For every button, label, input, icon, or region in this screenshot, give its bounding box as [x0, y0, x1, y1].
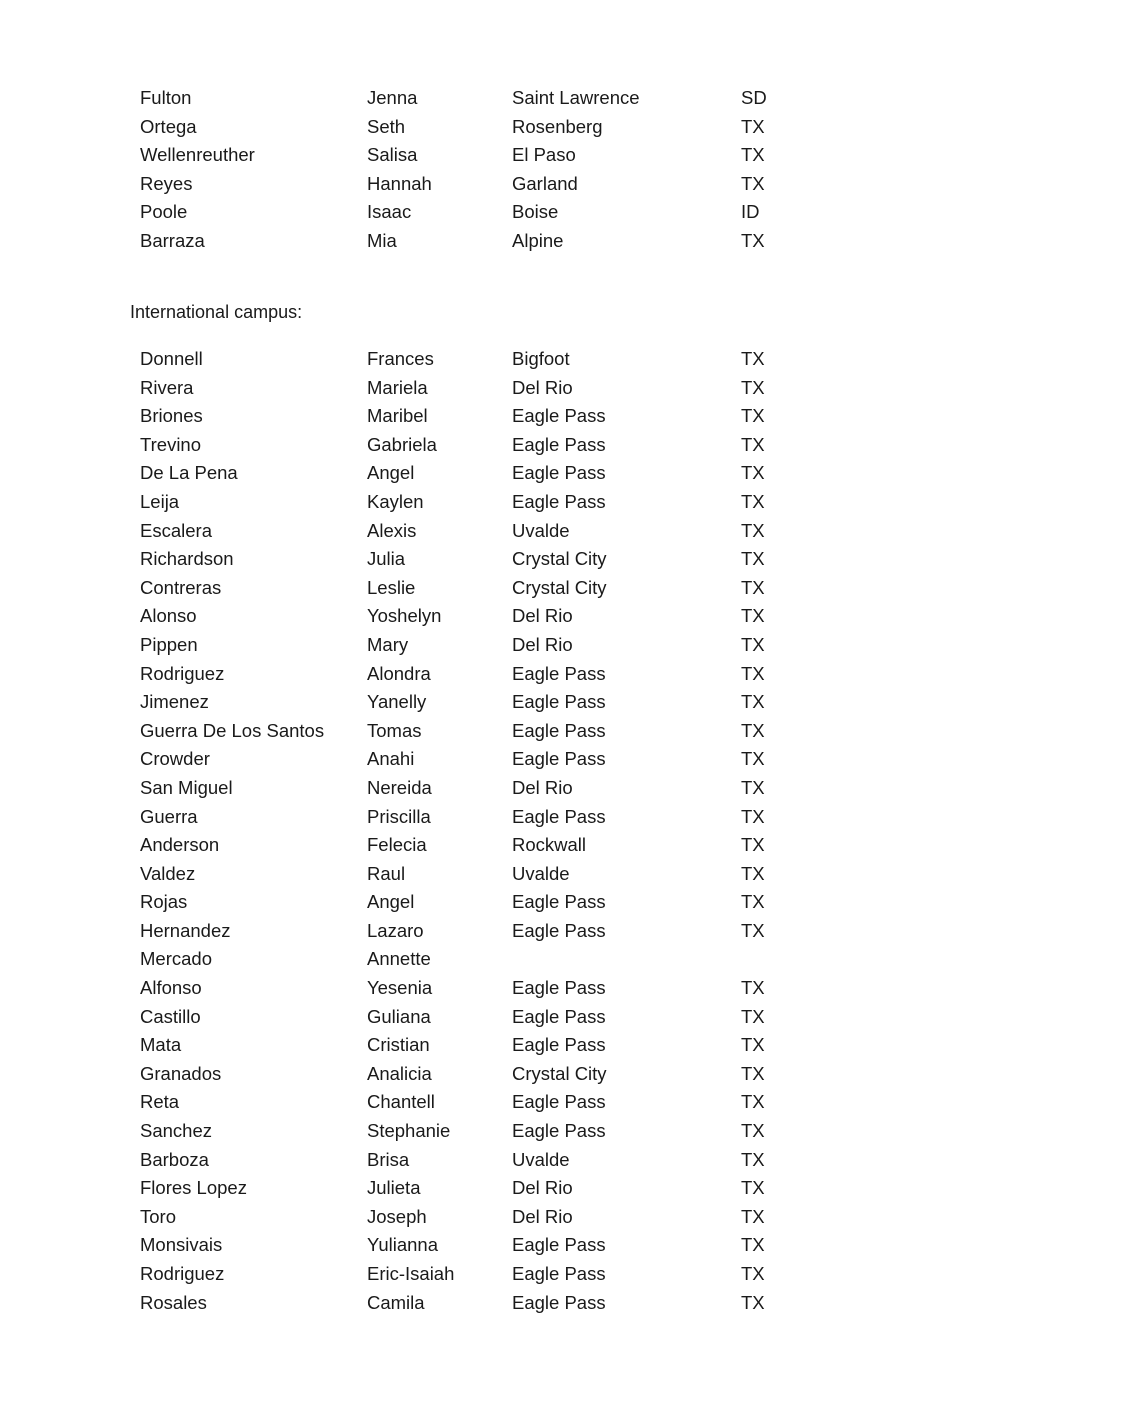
first-name-cell: Gabriela	[367, 433, 437, 455]
city-cell: Eagle Pass	[512, 405, 606, 427]
table-row	[140, 1260, 840, 1289]
first-name-cell: Brisa	[367, 1148, 410, 1170]
state-cell: TX	[741, 1062, 765, 1084]
first-name-cell: Yulianna	[367, 1234, 438, 1256]
last-name-cell: Monsivais	[140, 1234, 223, 1256]
last-name-cell: Donnell	[140, 348, 203, 369]
first-name-cell: Stephanie	[367, 1120, 451, 1142]
state-cell: TX	[741, 862, 765, 884]
state-cell: TX	[741, 115, 765, 137]
first-name-cell: Maribel	[367, 405, 428, 427]
last-name-cell: Barraza	[140, 229, 205, 251]
table-row	[140, 141, 840, 170]
state-cell: TX	[741, 144, 765, 166]
first-name-cell: Nereida	[367, 776, 432, 798]
state-cell: TX	[741, 1263, 765, 1284]
first-name-cell: Mia	[367, 229, 397, 251]
last-name-cell: Reta	[140, 1091, 180, 1113]
last-name-cell: San Miguel	[140, 776, 233, 798]
last-name-cell: Toro	[140, 1205, 176, 1227]
last-name-cell: Rodriguez	[140, 1263, 225, 1284]
state-cell: TX	[741, 462, 765, 484]
first-name-cell: Camila	[367, 1291, 425, 1313]
first-name-cell: Julia	[367, 548, 406, 570]
last-name-cell: Guerra	[140, 805, 198, 827]
first-name-cell: Julieta	[367, 1177, 421, 1199]
city-cell: Del Rio	[512, 776, 573, 798]
last-name-cell: De La Pena	[140, 462, 238, 484]
state-cell: TX	[741, 229, 765, 251]
city-cell: Uvalde	[512, 519, 570, 541]
city-cell: Eagle Pass	[512, 1234, 606, 1256]
city-cell: Del Rio	[512, 1177, 573, 1199]
state-cell: TX	[741, 748, 765, 770]
first-name-cell: Chantell	[367, 1091, 435, 1113]
table-row	[140, 1174, 840, 1203]
table-row	[140, 517, 840, 546]
last-name-cell: Richardson	[140, 548, 234, 570]
state-cell: TX	[741, 891, 765, 913]
first-name-cell: Mary	[367, 633, 409, 655]
first-name-cell: Angel	[367, 462, 415, 484]
state-cell: TX	[741, 719, 765, 741]
first-name-cell: Guliana	[367, 1005, 431, 1027]
last-name-cell: Anderson	[140, 834, 220, 856]
city-cell: Eagle Pass	[512, 1005, 606, 1027]
first-name-cell: Cristian	[367, 1034, 430, 1056]
first-name-cell: Jenna	[367, 87, 418, 108]
city-cell: Eagle Pass	[512, 1091, 606, 1113]
last-name-cell: Ortega	[140, 115, 197, 137]
first-name-cell: Anahi	[367, 748, 415, 770]
last-name-cell: Castillo	[140, 1005, 201, 1027]
table-row	[140, 113, 840, 142]
table-row	[140, 745, 840, 774]
table-row	[140, 1031, 840, 1060]
first-name-cell: Tomas	[367, 719, 422, 741]
table-row	[140, 774, 840, 803]
last-name-cell: Fulton	[140, 87, 192, 108]
city-cell: Del Rio	[512, 1205, 573, 1227]
table-row	[140, 888, 840, 917]
first-name-cell: Frances	[367, 348, 434, 369]
first-name-cell: Joseph	[367, 1205, 427, 1227]
first-name-cell: Eric-Isaiah	[367, 1263, 455, 1284]
state-cell: TX	[741, 490, 765, 512]
state-cell: TX	[741, 548, 765, 570]
city-cell: Eagle Pass	[512, 1034, 606, 1056]
student-list-top	[140, 84, 840, 256]
city-cell: Rosenberg	[512, 115, 603, 137]
table-row	[140, 227, 840, 256]
last-name-cell: Trevino	[140, 433, 202, 455]
table-row	[140, 917, 840, 946]
state-cell: TX	[741, 1234, 765, 1256]
first-name-cell: Leslie	[367, 576, 416, 598]
table-row	[140, 1003, 840, 1032]
last-name-cell: Leija	[140, 490, 180, 512]
last-name-cell: Flores Lopez	[140, 1177, 247, 1199]
state-cell: TX	[741, 376, 765, 398]
state-cell: TX	[741, 834, 765, 856]
state-cell: ID	[741, 201, 760, 223]
last-name-cell: Rivera	[140, 376, 194, 398]
table-row	[140, 717, 840, 746]
table-row	[140, 402, 840, 431]
city-cell: Del Rio	[512, 376, 573, 398]
state-cell: TX	[741, 1120, 765, 1142]
table-row	[140, 345, 840, 374]
city-cell: Crystal City	[512, 548, 607, 570]
city-cell: Eagle Pass	[512, 805, 606, 827]
last-name-cell: Valdez	[140, 862, 196, 884]
first-name-cell: Felecia	[367, 834, 427, 856]
table-row	[140, 602, 840, 631]
last-name-cell: Rodriguez	[140, 662, 225, 684]
table-row	[140, 545, 840, 574]
last-name-cell: Mercado	[140, 948, 212, 970]
city-cell: Del Rio	[512, 633, 573, 655]
city-cell: Rockwall	[512, 834, 587, 856]
table-row	[140, 974, 840, 1003]
city-cell: Saint Lawrence	[512, 87, 640, 108]
state-cell: TX	[741, 1177, 765, 1199]
first-name-cell: Salisa	[367, 144, 418, 166]
state-cell: TX	[741, 776, 765, 798]
first-name-cell: Annette	[367, 948, 431, 970]
table-row	[140, 488, 840, 517]
state-cell: TX	[741, 662, 765, 684]
last-name-cell: Poole	[140, 201, 188, 223]
first-name-cell: Isaac	[367, 201, 412, 223]
city-cell: Eagle Pass	[512, 719, 606, 741]
city-cell: Eagle Pass	[512, 433, 606, 455]
state-cell: TX	[741, 805, 765, 827]
state-cell: TX	[741, 1005, 765, 1027]
city-cell: Uvalde	[512, 1148, 570, 1170]
state-cell: TX	[741, 405, 765, 427]
table-row	[140, 803, 840, 832]
table-row	[140, 459, 840, 488]
first-name-cell: Yesenia	[367, 977, 433, 999]
last-name-cell: Rosales	[140, 1291, 207, 1313]
last-name-cell: Pippen	[140, 633, 198, 655]
state-cell: TX	[741, 691, 765, 713]
state-cell: TX	[741, 1291, 765, 1313]
state-cell: TX	[741, 1034, 765, 1056]
city-cell: Eagle Pass	[512, 691, 606, 713]
state-cell: TX	[741, 433, 765, 455]
city-cell: Eagle Pass	[512, 919, 606, 941]
state-cell: TX	[741, 977, 765, 999]
table-row	[140, 1117, 840, 1146]
table-row	[140, 860, 840, 889]
last-name-cell: Alonso	[140, 605, 197, 627]
city-cell: Eagle Pass	[512, 1291, 606, 1313]
last-name-cell: Alfonso	[140, 977, 202, 999]
table-row	[140, 431, 840, 460]
last-name-cell: Wellenreuther	[140, 144, 255, 166]
student-list-international	[140, 345, 840, 1317]
last-name-cell: Briones	[140, 405, 203, 427]
city-cell: Eagle Pass	[512, 462, 606, 484]
city-cell: Eagle Pass	[512, 891, 606, 913]
table-row	[140, 1231, 840, 1260]
table-row	[140, 1146, 840, 1175]
first-name-cell: Raul	[367, 862, 406, 884]
table-row	[140, 1060, 840, 1089]
state-cell: TX	[741, 576, 765, 598]
city-cell: Eagle Pass	[512, 977, 606, 999]
table-row	[140, 1088, 840, 1117]
city-cell: Bigfoot	[512, 348, 570, 369]
last-name-cell: Crowder	[140, 748, 210, 770]
last-name-cell: Guerra De Los Santos	[140, 719, 325, 741]
table-row	[140, 198, 840, 227]
last-name-cell: Granados	[140, 1062, 222, 1084]
first-name-cell: Priscilla	[367, 805, 431, 827]
city-cell: Eagle Pass	[512, 662, 606, 684]
city-cell: Crystal City	[512, 1062, 607, 1084]
last-name-cell: Sanchez	[140, 1120, 212, 1142]
first-name-cell: Alondra	[367, 662, 431, 684]
table-row	[140, 631, 840, 660]
city-cell: Crystal City	[512, 576, 607, 598]
last-name-cell: Mata	[140, 1034, 182, 1056]
first-name-cell: Alexis	[367, 519, 417, 541]
first-name-cell: Yoshelyn	[367, 605, 442, 627]
table-row	[140, 831, 840, 860]
first-name-cell: Angel	[367, 891, 415, 913]
state-cell: TX	[741, 1091, 765, 1113]
table-row	[140, 1289, 840, 1318]
first-name-cell: Lazaro	[367, 919, 424, 941]
last-name-cell: Jimenez	[140, 691, 209, 713]
section-heading-international: International campus:	[130, 302, 303, 322]
state-cell: TX	[741, 1205, 765, 1227]
city-cell: Eagle Pass	[512, 490, 606, 512]
first-name-cell: Analicia	[367, 1062, 432, 1084]
city-cell: Boise	[512, 201, 559, 223]
last-name-cell: Barboza	[140, 1148, 209, 1170]
table-row	[140, 170, 840, 199]
table-row	[140, 84, 840, 113]
table-row	[140, 660, 840, 689]
city-cell: Eagle Pass	[512, 1263, 606, 1284]
state-cell: TX	[741, 1148, 765, 1170]
state-cell: TX	[741, 633, 765, 655]
last-name-cell: Hernandez	[140, 919, 231, 941]
first-name-cell: Yanelly	[367, 691, 427, 713]
city-cell: Garland	[512, 172, 578, 194]
last-name-cell: Escalera	[140, 519, 212, 541]
city-cell: Eagle Pass	[512, 1120, 606, 1142]
city-cell: Alpine	[512, 229, 564, 251]
last-name-cell: Reyes	[140, 172, 193, 194]
table-row	[140, 945, 840, 974]
state-cell: TX	[741, 605, 765, 627]
state-cell: SD	[741, 87, 767, 108]
first-name-cell: Kaylen	[367, 490, 424, 512]
table-row	[140, 574, 840, 603]
last-name-cell: Rojas	[140, 891, 188, 913]
city-cell: Uvalde	[512, 862, 570, 884]
table-row	[140, 374, 840, 403]
city-cell: El Paso	[512, 144, 576, 166]
state-cell: TX	[741, 519, 765, 541]
state-cell: TX	[741, 348, 765, 369]
table-row	[140, 1203, 840, 1232]
first-name-cell: Seth	[367, 115, 406, 137]
state-cell: TX	[741, 172, 765, 194]
table-row	[140, 688, 840, 717]
city-cell: Eagle Pass	[512, 748, 606, 770]
first-name-cell: Mariela	[367, 376, 428, 398]
last-name-cell: Contreras	[140, 576, 222, 598]
state-cell: TX	[741, 919, 765, 941]
first-name-cell: Hannah	[367, 172, 432, 194]
city-cell: Del Rio	[512, 605, 573, 627]
